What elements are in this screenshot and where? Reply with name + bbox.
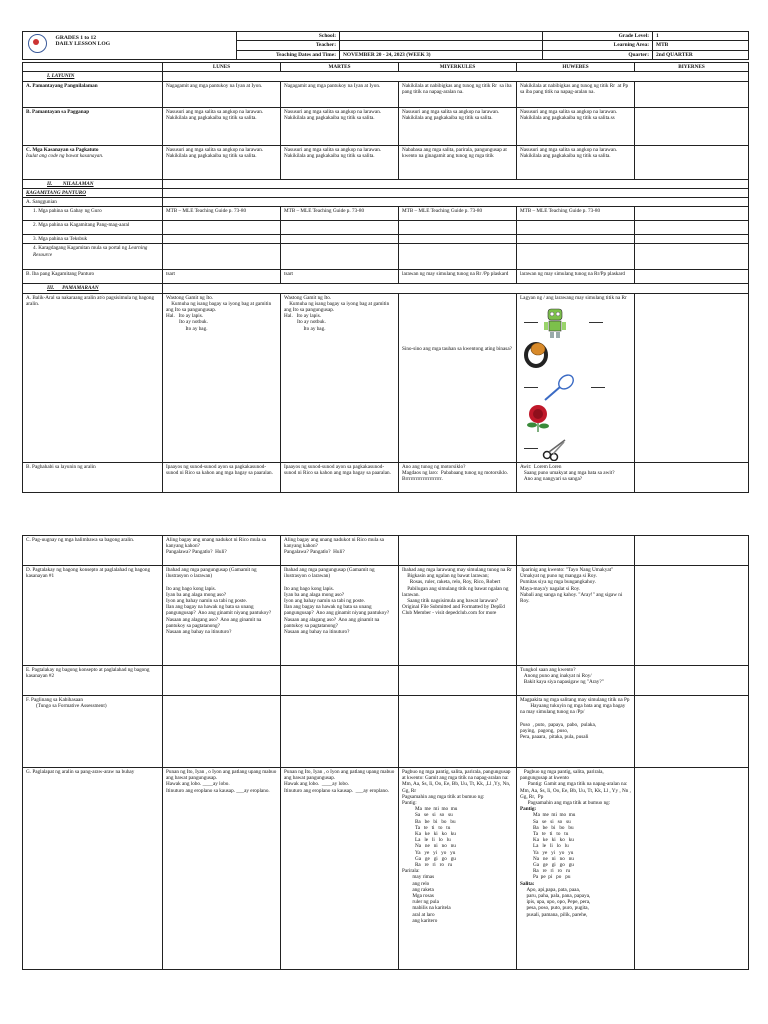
pantig-list: Ma me mi mo mu Sa se si so su Ba be bi bo bu Ta te ti to tu Ka ke ki ko ku La le li lo lu Ya ye yi yo yu Na ne ni no nu Ga ge gi go gu Ra re ri ro ru Pa pe pi po pu [532, 812, 576, 881]
answer-line [524, 322, 538, 323]
sec1-c-lunes: Nasusuri ang mga salita sa angkop na larawan. Nakikilala ang pagkakaiba ng titik sa salita. [163, 145, 281, 179]
lesson-table-2 [22, 535, 749, 970]
label-kasanayan-title: C. Mga Kasanayan sa Pagkatuto [26, 146, 99, 153]
sec1-b-huwebes: Nasusuri ang mga salita sa angkop na larawan. Nakikilala ang pagkakaiba ng titik sa salita.ss [517, 107, 635, 145]
header-table [22, 31, 749, 60]
sec3-g-martes: Punan ng Ito, Iyan , o Iyon ang patlang upang mabuo ang bawat pangungusap. Hawak ang lobo. ____ay lobo. Itinuturo ang eroplano sa kausap. ___ay eroplano. [281, 768, 399, 970]
sec3-d-huwebes: Iparinig ang kwento: "Tayo Nang Umakyat" Umakyat ng puno ng mangga si Roy. Pumitas siya ng mga bungangkahoy. Maya-maya'y nagalat si Roy. Nabali ang sanga ng kahoy. "Aray!" ang sigaw ni Roy. [517, 566, 635, 666]
robot-icon [542, 307, 568, 339]
answer-line [591, 387, 605, 388]
sec3-c-martes: Aling bagay ang unang nadukot ni Rico mula sa kanyang kahon? Pangalawa? Pangatlo? Huli? [281, 536, 399, 566]
pantig-heading: Pantig: [520, 806, 537, 813]
dates-label: Teaching Dates and Time: [237, 50, 340, 59]
area-label: Learning Area: [543, 41, 653, 50]
label-paglinang-title: F. Paglinang sa Kabihasaan [26, 697, 83, 703]
section-kagamitang-panturo: KAGAMITANG PANTURO [23, 188, 163, 197]
sec1-c-miyerkules: Nababasa ang mga salita, parirala, pangungusap at kwento na ginagamit ang tunog ng mga titik [399, 145, 517, 179]
deped-seal-icon [28, 34, 47, 53]
sec1-b-biyernes [635, 107, 749, 145]
page-2 [22, 535, 748, 970]
sec3-c-lunes: Aling bagay ang unang nadukot ni Rico mula sa kanyang kahon? Pangalawa? Pangatlo? Huli? [163, 536, 281, 566]
sec3-a-martes: Wastong Gamit ng Ito. Kumuha ng isang bagay sa iyong bag at gamitin ang Ito sa pangungusap. Hal. Ito ay lapis. Ito ay notbuk. Ito ay bag. [281, 293, 399, 462]
title-cell [53, 32, 237, 60]
sec1-a-huwebes: Nakikilala at nabibigkas ang tunog ng titik Rr at Pp sa iba pang titik na napag-aralan na. [517, 81, 635, 107]
sec2-r1-martes: MTB – MLE Teaching Guide p. 73-80 [281, 207, 399, 221]
day-lunes: LUNES [163, 63, 281, 72]
picture-row-1 [520, 307, 631, 369]
scissors-icon [542, 437, 568, 461]
sec3-g-miyerkules: Pagbuo ng mga pantig, salita, parirala, pangungusap at kwento: Gamit ang mga titik na napag-aralan na: Mm, Aa, Ss, Ii, Oo, Ee, Bb, Uu, Tt, Kk, ,Ll ,Yy, Nn, Gg, Rr Pagsamahin ang mga titik at bumuo ng: Pantig: Ma me mi mo mu Sa se si so su Ba be bi bo bu Ta te ti to tu Ka ke ki ko ku La le li lo lu Na ne ni no nu Ya ye yi yo yu Ga ge gi go gu Ra re ri ro ru Parirala: may rimas ang relo ang raketa Mga rosas ruler ng pula mabilis na karitela aral at laro ang karitero [399, 768, 517, 970]
sec3-b-martes: Ipaayos ng sunod-sunod ayon sa pagkakasunod-sunod ni Rico sa kahon ang mga bagay sa paaralan. [281, 462, 399, 492]
teacher-value [340, 41, 543, 50]
sec3-g-huwebes [517, 768, 635, 970]
dates-value: NOVEMBER 20 - 24, 2023 (WEEK 3) [340, 50, 543, 59]
label-pag-uugnay: C. Pag-uugnay ng mga halimbawa sa bagong aralin. [23, 536, 163, 566]
deped-seal-cell [23, 32, 53, 60]
label-pagtalakay-2: E. Pagtalakay ng bagong konsepto at paglalahad ng bagong kasanayan #2 [23, 666, 163, 696]
sec1-c-biyernes [635, 145, 749, 179]
sec1-b-miyerkules: Nasusuri ang mga salita sa angkop na larawan. Nakikilala ang pagkakaiba ng titik sa salita. [399, 107, 517, 145]
sec3-a-lunes: Wastong Gamit ng Ito. Kumuha ng isang bagay sa iyong bag at gamitin ang Ito sa pangungusap. Hal. Ito ay lapis. Ito ay notbuk. Ito ay bag. [163, 293, 281, 462]
sec3-a-huwebes [517, 293, 635, 462]
label-kasanayan [23, 145, 163, 179]
sec2-r1-lunes: MTB – MLE Teaching Guide p. 73-80 [163, 207, 281, 221]
section-pamamaraan: III. PAMAMARAAN [23, 284, 163, 293]
salita-heading: Salita: [520, 880, 535, 887]
label-paglinang-sub: (Tungo sa Formative Assessment) [36, 703, 107, 710]
label-balik-aral: A. Balik-Aral sa nakaraang aralin at/o pagsisimula ng bagong aralin. [23, 293, 163, 462]
label-teksbuk: 3. Mga pahina sa Teksbuk [23, 235, 163, 244]
label-gabay-guro: 1. Mga pahina sa Gabay ng Guro [23, 207, 163, 221]
grade-label: Grade Level: [543, 32, 653, 41]
label-learning-resource: Learning Resource [33, 245, 148, 258]
sec1-c-huwebes: Nasusuri ang mga salita sa angkop na larawan. Nakikilala ang pagkakaiba ng titik sa salita. [517, 145, 635, 179]
sec3-b-huwebes: Awit: Lorem Loren Saang puno umakyat ang mga bata sa awit? Ano ang nangyari sa sanga? [517, 462, 635, 492]
sec3-g-lunes: Punan ng Ito, Iyan , o Iyon ang patlang upang mabuo ang bawat pangungusap. Hawak ang lobo. ____ay lobo. Itinuturo ang eroplano sa kausap. ___ay eroplano. [163, 768, 281, 970]
section-nilalaman: II. NILALAMAN [23, 179, 163, 188]
sec3-d-martes: Ibahad ang mga pangungusap (Gamamit ng ilustrasyon o larawan) Ito ang bago kong lapis. Iyan ba ang alaga mong aso? Iyon ang bahay namin sa tabi ng poste. Ilan ang bagay na hawak ng bata sa unang pangungusap? Ano ang ginamit niyang pantukoy? Nasaan ang alagang aso? Ano ang ginamit na pantukoy sa pagtatanong? Nasaan ang bahay na itinuturo? [281, 566, 399, 666]
sec1-a-biyernes [635, 81, 749, 107]
rose-icon [524, 403, 552, 433]
sec2-b-martes: tsart [281, 270, 399, 284]
label-kagamitang-mag-aaral: 2. Mga pahina sa Kagamitang Pang-mag-aaral [23, 221, 163, 235]
label-sanggunian: A. Sanggunian [23, 198, 163, 207]
sec3-a-huwebes-text: Lagyan ng / ang larawang may simulang titik na Rr [520, 294, 627, 301]
label-karagdagang-text: 4. Karagdagang Kagamitan mula sa portal ng [33, 245, 128, 252]
corner-cell [23, 63, 163, 72]
sec1-a-martes: Nagagamit ang mga pantukoy na Iyan at Iyon. [281, 81, 399, 107]
page-1 [22, 31, 748, 493]
answer-line [589, 322, 603, 323]
sec2-b-biyernes [635, 270, 749, 284]
label-pamantayan-sa-pagganap: B. Pamantayan sa Pagganap [23, 107, 163, 145]
sec3-d-miyerkules: Ibahad ang mga larawang may simulang tunog na Rr Bigkasin ang ngalan ng bawat larawan; Rosas, ruler, raketa, relo, Roy, Rico, Robert Pabilugan ang simulang titik ng bawat ngalan ng larawan. Saang titik nagsisimula ang bawat larawan? Original File Submitted and Formatted by DepEd Club Member - visit depedclub.com for more [399, 566, 517, 666]
label-pagtalakay-1: D. Pagtalakay ng bagong konsepto at paglalahad ng bagong kasanayan #1 [23, 566, 163, 666]
sec1-c-martes: Nasusuri ang mga salita sa angkop na larawan. Nakikilala ang pagkakaiba ng titik sa salita. [281, 145, 399, 179]
sec3-g-huwebes-intro: Pagbuo ng mga pantig, salita, parirala, pangungusap at kwento Pantig: Gamit ang mga titik na napag-aralan na: Mm, Aa, Ss, Ii, Oo, Ee, Bb, Uu, Tt, Kk, Ll , Yy , Nn , Gg, Rr, Pp Pagsamahin ang mga titik at bumuo ng: [520, 769, 631, 807]
ring-icon [524, 339, 552, 369]
sec1-b-martes: Nasusuri ang mga salita sa angkop na larawan. Nakikilala ang pagkakaiba ng titik sa salita. [281, 107, 399, 145]
day-huwebes: HUWEBES [517, 63, 635, 72]
label-pamantayang-pangnilalaman: A. Pamantayang Pangnilalaman [23, 81, 163, 107]
sec2-r1-miyerkules: MTB – MLE Teaching Guide p. 73-80 [399, 207, 517, 221]
grade-value: 1 [653, 32, 749, 41]
section-layunin: I. LAYUNIN [23, 72, 163, 81]
quarter-value: 2nd QUARTER [653, 50, 749, 59]
title-1: GRADES 1 to 12 [55, 35, 97, 41]
answer-line [524, 448, 538, 449]
school-label: School: [237, 32, 340, 41]
quarter-label: Quarter: [543, 50, 653, 59]
lesson-table-1 [22, 62, 749, 493]
sec3-e-huwebes: Tungkol saan ang kwento? Anong puno ang inakyat ni Roy/ Bakit kaya siya napasigaw ng "Aray?" [517, 666, 635, 696]
salita-list: Apo, api,papa, pata, paaa, paru, paha, pala, pana, papaya, ipis, upa, upo, opo, Pepe, pera, pesa, poso, puto, puro, pugita, pusali, pamana, pilik, parehe, [526, 886, 591, 918]
title-2: DAILY LESSON LOG [55, 41, 111, 48]
area-value: MTB [653, 41, 749, 50]
day-biyernes: BIYERNES [635, 63, 749, 72]
answer-line [524, 387, 538, 388]
label-paglinang [23, 696, 163, 768]
sec2-b-huwebes: larawan ng may simulang tunog na Rr/Pp plaskard [517, 270, 635, 284]
sec3-b-lunes: Ipaayos ng sunod-sunod ayon sa pagkakasunod-sunod ni Rico sa kahon ang mga bagay sa paaralan. [163, 462, 281, 492]
sec3-d-lunes: Ibahad ang mga pangungusap (Gamamit ng ilustrasyon o larawan) Ito ang bago kong lapis. Iyan ba ang alaga mong aso? Iyon ang bahay namin sa tabi ng poste. Ilan ang bagay na hawak ng bata sa unang pangungusap? Ano ang ginamit niyang pantukoy? Nasaan ang alagang aso? Ano ang ginamit na pantukoy sa pagtatanong? Nasaan ang bahay na itinuturo? [163, 566, 281, 666]
school-value [340, 32, 543, 41]
label-paglalapat: G. Paglalapat ng aralin sa pang-araw-araw na buhay [23, 768, 163, 970]
teacher-label: Teacher: [237, 41, 340, 50]
sec3-f-huwebes: Magpakita ng mga salitang may simulang titik na Pp Hayaang tukuyin ng mga bata ang mga bagay na may simulang tunog na /Pp/ Puso , puto, papaya, pabo, pulaka, paying, pagong, puso, Pera, paaara, pitaka, pula, pusali [517, 696, 635, 768]
picture-row-3 [520, 437, 631, 461]
label-paghahabi: B. Paghahabi sa layunin ng aralin [23, 462, 163, 492]
racket-icon [542, 373, 576, 403]
sec1-a-miyerkules: Nakikilala at nabibigkas ang tunog ng titik Rr sa iba pang titik na napag-aralan na. [399, 81, 517, 107]
picture-row-2 [520, 373, 631, 433]
sec2-r1-biyernes [635, 207, 749, 221]
label-karagdagang-kagamitan [23, 244, 163, 270]
sec2-b-lunes: tsart [163, 270, 281, 284]
day-miyerkules: MIYERKULES [399, 63, 517, 72]
label-kasanayan-sub: Isulat ang code ng bawat kasanayan. [26, 152, 104, 159]
sec3-a-miyerkules: Sino-sino ang mga tauhan sa kwentong ating binasa? [399, 293, 517, 462]
sec2-r1-huwebes: MTB – MLE Teaching Guide p. 73-80 [517, 207, 635, 221]
day-martes: MARTES [281, 63, 399, 72]
sec1-a-lunes: Nagagamit ang mga pantukoy na Iyan at Iyon. [163, 81, 281, 107]
sec1-b-lunes: Nasusuri ang mga salita sa angkop na larawan. Nakikilala ang pagkakaiba ng titik sa salita. [163, 107, 281, 145]
sec2-b-miyerkules: larawan ng may simulang tunog na Rr /Pp plaskard [399, 270, 517, 284]
label-iba-pang-kagamitan: B. Iba pang Kagamitang Panturo [23, 270, 163, 284]
sec3-b-miyerkules: Ano ang tunog ng motorsiklo? Magdaos ng laro: Pababaang tunog ng motorsiklo. Brrrrrrrrrrrrrrrrrrrrr. [399, 462, 517, 492]
